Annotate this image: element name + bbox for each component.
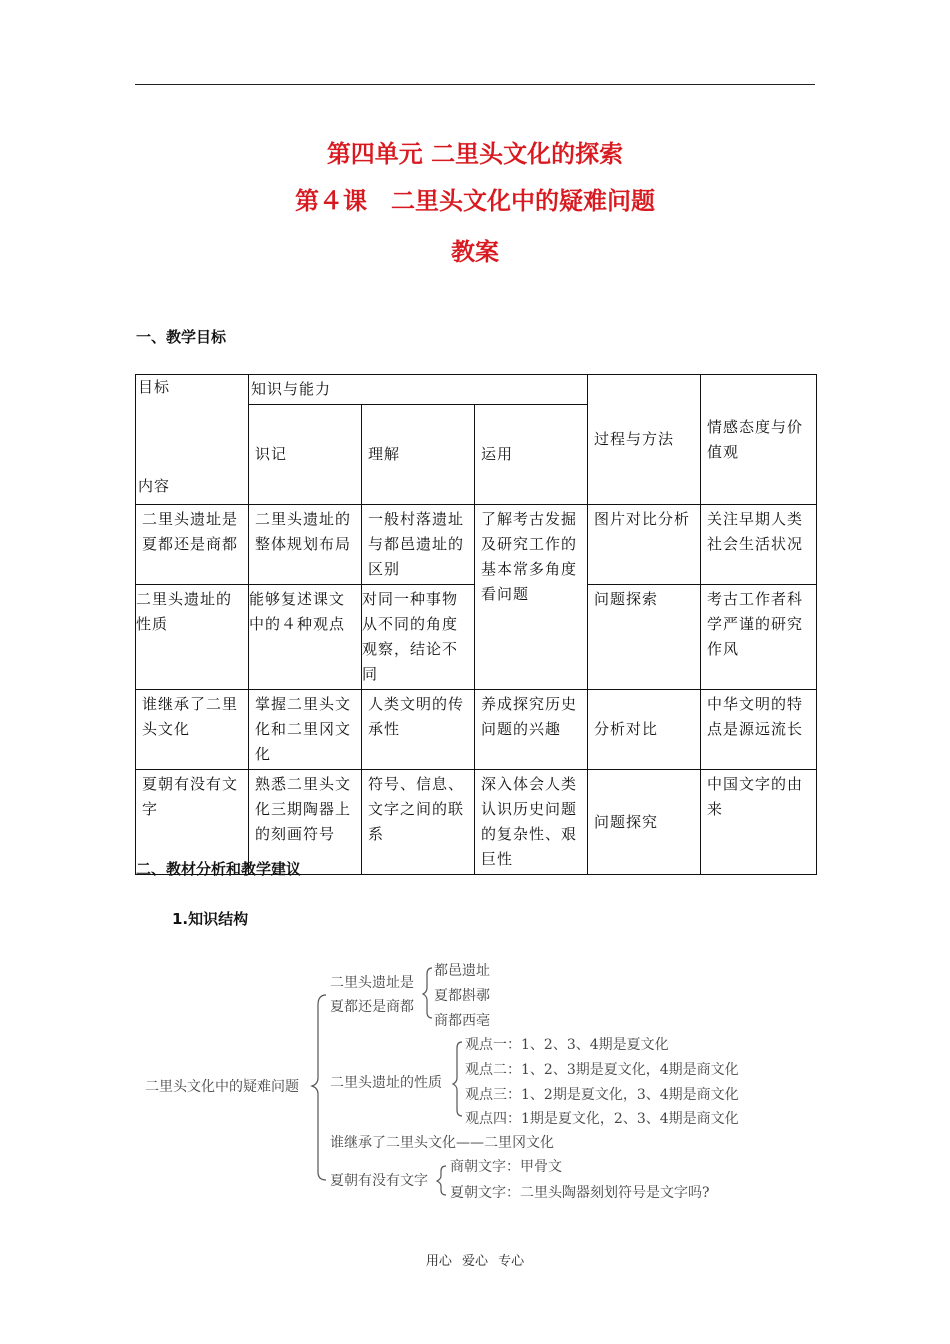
row-process: 分析对比 <box>588 690 701 770</box>
branch1-brace <box>423 968 432 1018</box>
table-row <box>136 690 817 770</box>
branch2-leaf: 观点一：1、2、3、4期是夏文化 <box>465 1037 669 1053</box>
branch4-label: 夏朝有没有文字 <box>330 1173 428 1189</box>
row-content: 二里头遗址是夏都还是商都 <box>136 505 249 585</box>
table-row <box>136 505 817 585</box>
row-remember: 二里头遗址的整体规划布局 <box>249 505 362 585</box>
section-teaching-goals: 一、教学目标 <box>136 328 227 346</box>
branch2-brace <box>453 1042 462 1116</box>
corner-goal-label: 目标 <box>138 378 171 396</box>
branch2-label: 二里头遗址的性质 <box>330 1075 442 1091</box>
remember-header: 识记 <box>249 405 362 505</box>
branch4-leaf: 商朝文字：甲骨文 <box>450 1159 562 1175</box>
root-brace <box>312 995 326 1180</box>
apply-header: 运用 <box>475 405 588 505</box>
tree-root: 二里头文化中的疑难问题 <box>145 1079 299 1095</box>
corner-content-label: 内容 <box>138 477 171 495</box>
lesson-title: 第４课 二里头文化中的疑难问题 <box>295 187 655 215</box>
branch1-leaf: 商都西亳 <box>434 1013 490 1029</box>
row-content: 二里头遗址的性质 <box>136 585 249 690</box>
understand-header: 理解 <box>362 405 475 505</box>
apply-text-1: 了解考古发掘及研究工作的基本常 <box>481 510 578 578</box>
row-remember: 能够复述课文中的４种观点 <box>249 585 362 690</box>
knowledge-structure-diagram <box>0 950 950 1210</box>
row-content: 谁继承了二里头文化 <box>136 690 249 770</box>
branch1-label-line2: 夏都还是商都 <box>330 999 414 1015</box>
row-content: 夏朝有没有文字 <box>136 770 249 875</box>
teaching-goals-table <box>135 374 817 875</box>
row-emotion: 考古工作者科学严谨的研究作风 <box>701 585 817 690</box>
section-analysis: 二、教材分析和教学建议 <box>136 860 302 878</box>
page-footer: 用心 爱心 专心 <box>425 1254 525 1269</box>
row-process: 问题探究 <box>588 770 701 875</box>
branch1-leaf: 都邑遗址 <box>434 963 490 979</box>
branch2-leaf: 观点二：1、2、3期是夏文化，4期是商文化 <box>465 1062 739 1078</box>
row-understand: 人类文明的传承性 <box>362 690 475 770</box>
row-apply: 深入体会人类认识历史问题的复杂性、艰巨性 <box>475 770 588 875</box>
branch1-label-line1: 二里头遗址是 <box>330 975 414 991</box>
process-header: 过程与方法 <box>588 375 701 505</box>
row-remember: 掌握二里头文化和二里冈文化 <box>249 690 362 770</box>
row-process: 图片对比分析 <box>588 505 701 585</box>
knowledge-header: 知识与能力 <box>249 375 588 405</box>
row-process: 问题探索 <box>588 585 701 690</box>
corner-cell <box>136 375 249 505</box>
doc-type-title: 教案 <box>451 238 499 266</box>
row-apply: 养成探究历史问题的兴趣 <box>475 690 588 770</box>
row-apply <box>475 505 588 690</box>
row-emotion: 中国文字的由来 <box>701 770 817 875</box>
row-emotion: 中华文明的特点是源远流长 <box>701 690 817 770</box>
branch2-leaf: 观点四：1期是夏文化，2、3、4期是商文化 <box>465 1111 739 1127</box>
row-remember: 熟悉二里头文化三期陶器上的刻画符号 <box>249 770 362 875</box>
row-understand: 对同一种事物从不同的角度观察，结论不同 <box>362 585 475 690</box>
apply-text-2: 多角度看问题 <box>481 560 578 603</box>
row-understand: 符号、信息、文字之间的联系 <box>362 770 475 875</box>
row-understand: 一般村落遗址与都邑遗址的区别 <box>362 505 475 585</box>
emotion-header: 情感态度与价值观 <box>701 375 817 505</box>
branch2-leaf: 观点三：1、2期是夏文化，3、4期是商文化 <box>465 1087 739 1103</box>
subsection-knowledge-structure: 1.知识结构 <box>172 910 249 928</box>
row-emotion: 关注早期人类社会生活状况 <box>701 505 817 585</box>
unit-title: 第四单元 二里头文化的探索 <box>326 140 624 168</box>
branch3-label: 谁继承了二里头文化——二里冈文化 <box>330 1135 554 1151</box>
branch1-leaf: 夏都斟鄩 <box>434 988 490 1004</box>
branch4-leaf: 夏朝文字：二里头陶器刻划符号是文字吗? <box>450 1185 710 1201</box>
header-rule <box>135 84 815 85</box>
branch4-brace <box>437 1166 446 1195</box>
